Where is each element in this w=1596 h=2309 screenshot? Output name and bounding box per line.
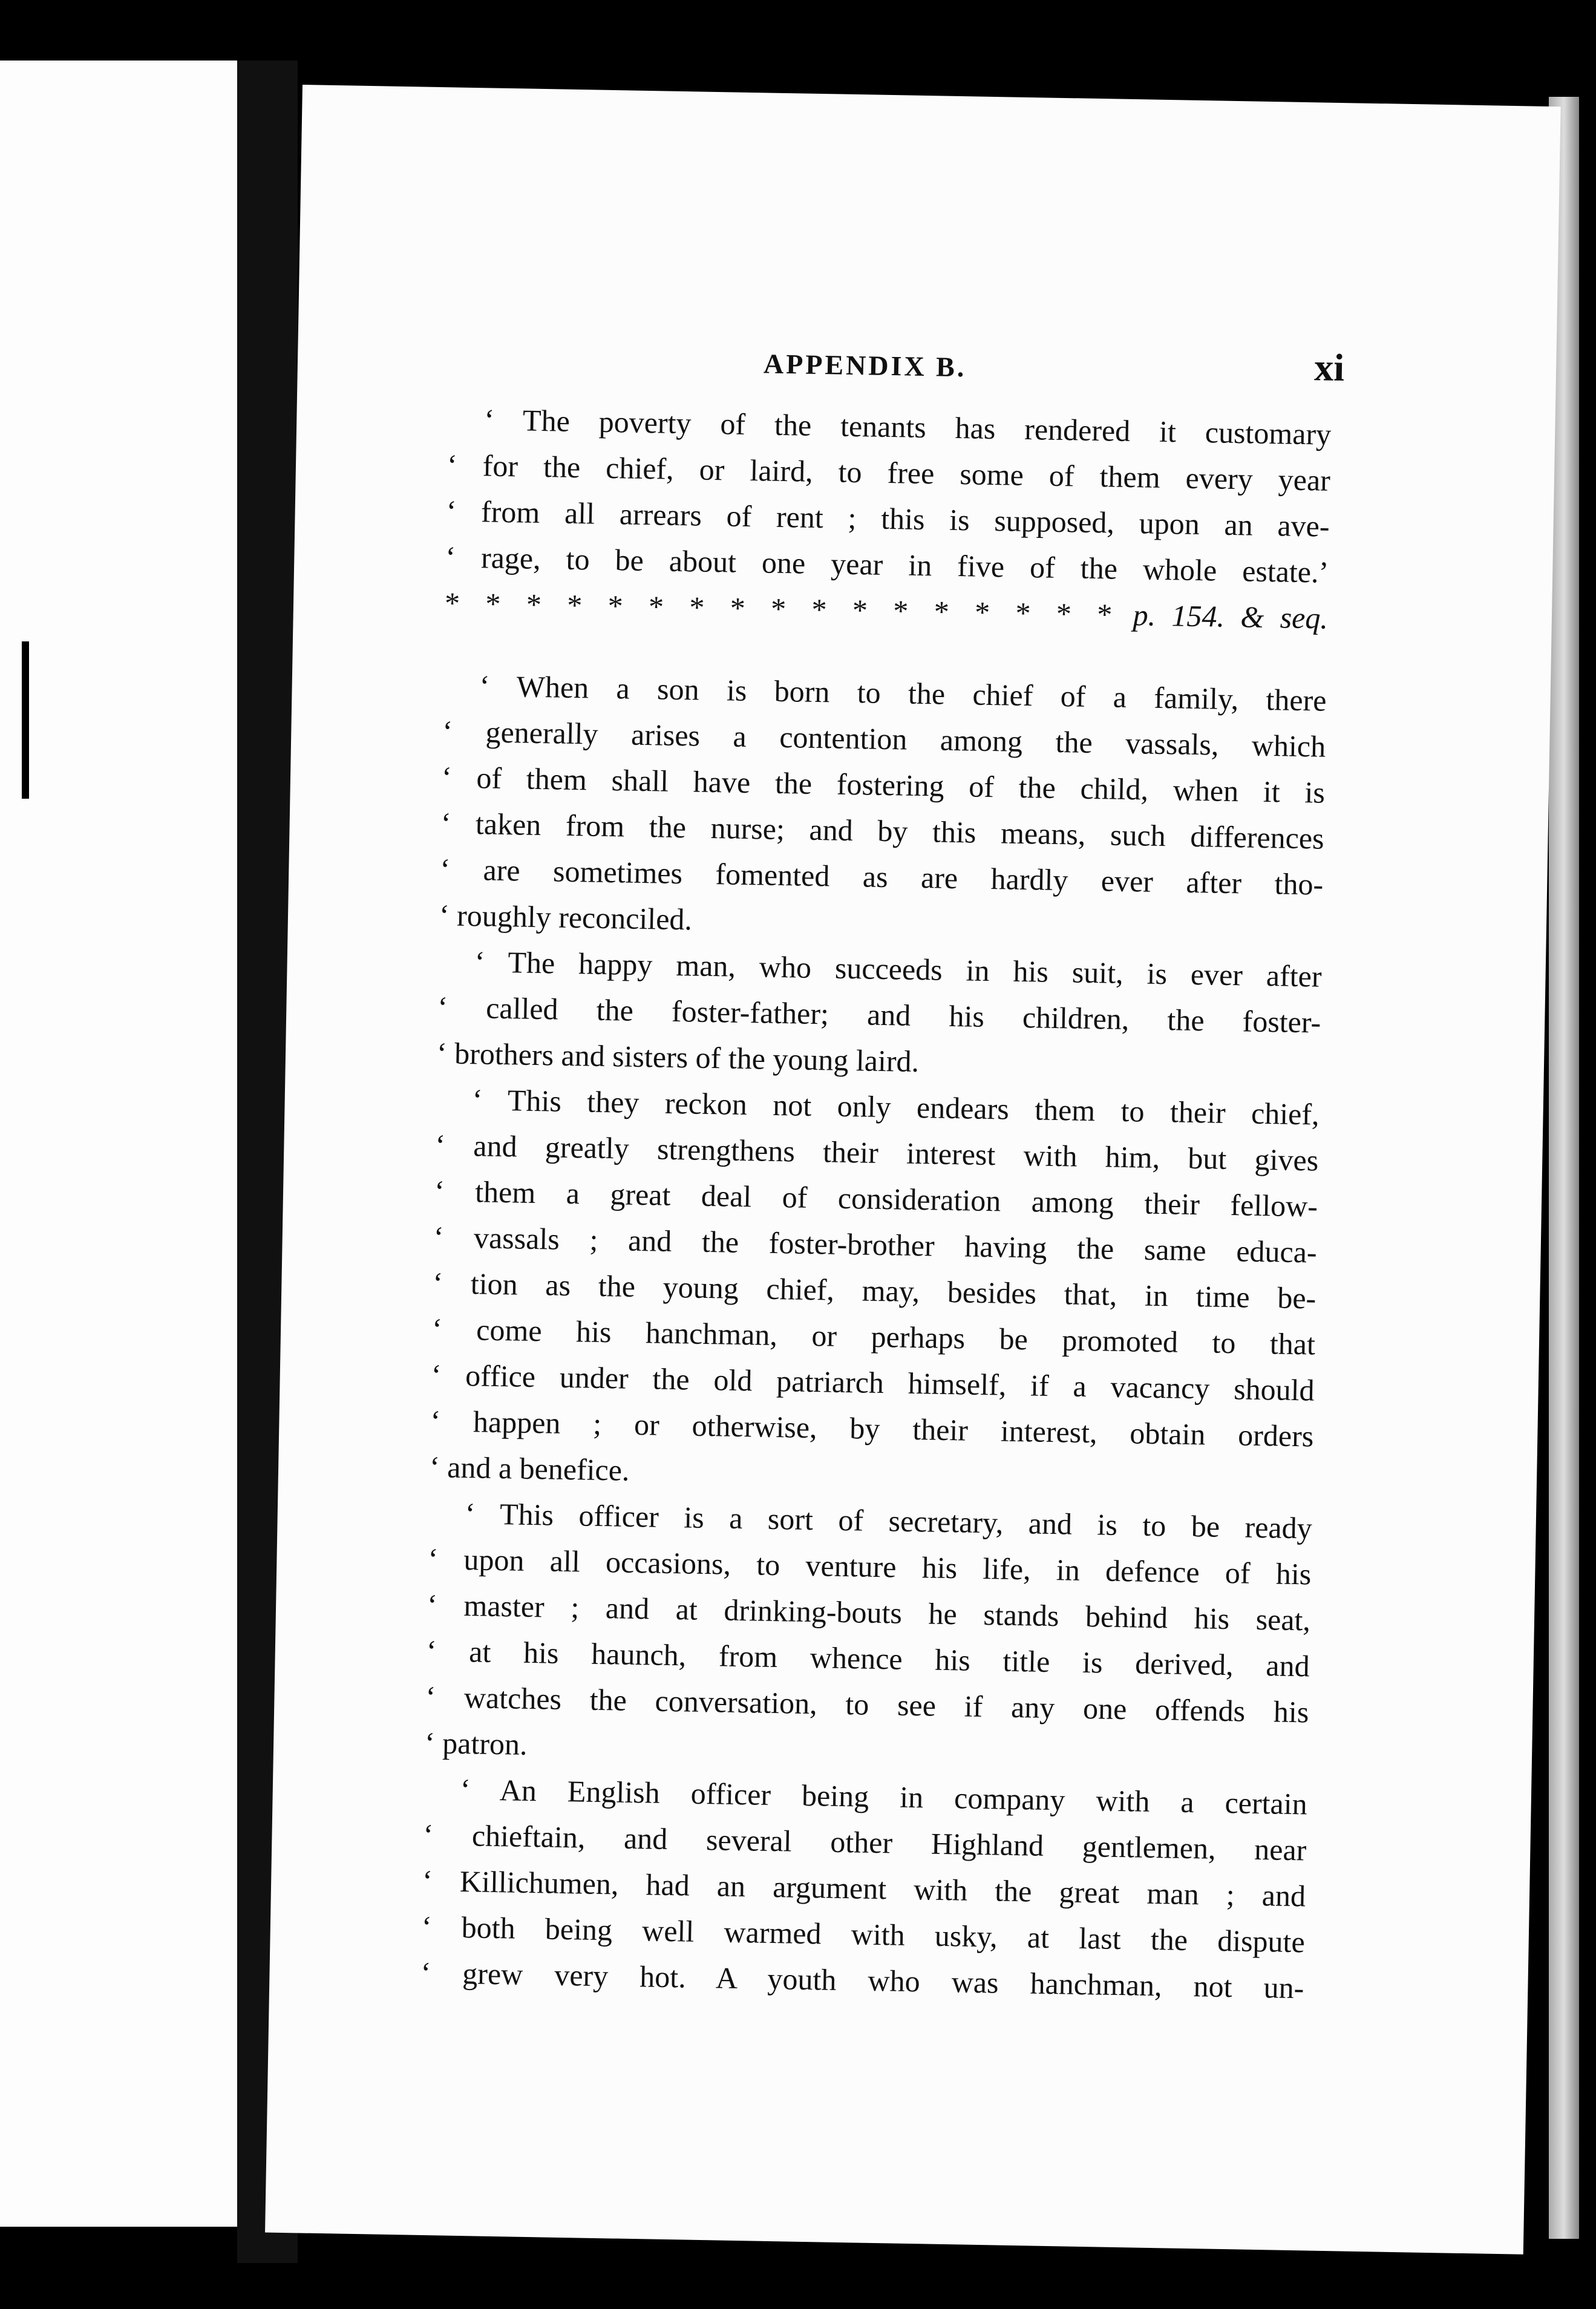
- text-line: ‘ both being well warmed with usky, at last the dispute: [421, 1909, 1306, 1959]
- text-line: ‘ for the chief, or laird, to free some of them every year: [446, 448, 1331, 497]
- asterisk-rule: * * * * * * * * * * * * * * * * *: [444, 586, 1117, 632]
- text-line: ‘ and a benefice.: [429, 1450, 630, 1487]
- text-line: ‘ of them shall have the fostering of the child, when it is: [441, 760, 1326, 810]
- text-line: ‘ patron.: [424, 1725, 528, 1761]
- text-line: ‘ watches the conversation, to see if any one offends his: [425, 1679, 1309, 1729]
- right-page: [265, 85, 1561, 2255]
- text-line: ‘ them a great deal of consideration among their fellow-: [434, 1174, 1318, 1223]
- running-head-title: APPENDIX B.: [763, 348, 967, 383]
- text-line: ‘ from all arrears of rent ; this is supposed, upon an ave-: [446, 494, 1330, 543]
- text-line: ‘ generally arises a contention among the vassals, which: [442, 714, 1326, 764]
- text-line: ‘ taken from the nurse; and by this means, such differences: [440, 806, 1325, 856]
- paragraph: [436, 938, 1322, 1091]
- paragraph: [430, 1076, 1320, 1505]
- left-page: [0, 61, 237, 2227]
- left-page-margin-mark: [22, 641, 29, 799]
- text-line: ‘ called the foster-father; and his children, the foster-: [437, 990, 1321, 1040]
- text-line: ‘ roughly reconciled.: [439, 898, 693, 937]
- text-line: ‘ happen ; or otherwise, by their interest, obtain orders: [430, 1404, 1314, 1453]
- text-line: ‘ rage, to be about one year in five of the whole estate.’: [445, 540, 1329, 589]
- text-line: ‘ come his hanchman, or perhaps be promoted to that: [431, 1312, 1316, 1361]
- text-line: ‘ are sometimes fomented as are hardly ever after tho-: [439, 852, 1324, 902]
- text-line: ‘ at his haunch, from whence his title is derived, and: [426, 1633, 1310, 1683]
- text-line: ‘ chieftain, and several other Highland gentlemen, near: [423, 1817, 1307, 1867]
- text-line: ‘ and greatly strengthens their interest with him, but gives: [434, 1128, 1319, 1177]
- text-line: ‘ grew very hot. A youth who was hanchman, not un-: [420, 1955, 1304, 2005]
- text-line: ‘ master ; and at drinking-bouts he stands behind his seat,: [427, 1587, 1311, 1637]
- text-line: ‘ When a son is born to the chief of a family, there: [479, 669, 1327, 718]
- text-line: ‘ The happy man, who succeeds in his suit, is ever after: [474, 945, 1323, 994]
- text-line: ‘ upon all occasions, to venture his life, in defence of his: [428, 1541, 1312, 1591]
- paragraph: [439, 662, 1327, 953]
- text-line: ‘ vassals ; and the foster-brother having the same educa-: [433, 1220, 1318, 1269]
- quote-paragraph: [444, 396, 1331, 641]
- text-line: ‘ This officer is a sort of secretary, and is to be ready: [465, 1496, 1313, 1545]
- text-line: ‘ The poverty of the tenants has rendered it customary: [483, 402, 1332, 451]
- text-line: ‘ Killichumen, had an argument with the great man ; and: [422, 1863, 1306, 1913]
- paragraph: [420, 1766, 1307, 2011]
- page-number: xi: [1313, 346, 1345, 390]
- text-block: [420, 329, 1345, 2011]
- text-line: ‘ An English officer being in company with a certain: [460, 1772, 1308, 1821]
- text-line: ‘ brothers and sisters of the young laird.: [436, 1036, 920, 1079]
- text-line: ‘ office under the old patriarch himself, if a vacancy should: [431, 1358, 1315, 1407]
- text-line: ‘ This they reckon not only endears them to their chief,: [472, 1082, 1320, 1132]
- paragraph: [425, 1490, 1313, 1781]
- text-line: ‘ tion as the young chief, may, besides that, in time be-: [432, 1266, 1316, 1315]
- citation-ref: p. 154. & seq.: [1133, 598, 1329, 635]
